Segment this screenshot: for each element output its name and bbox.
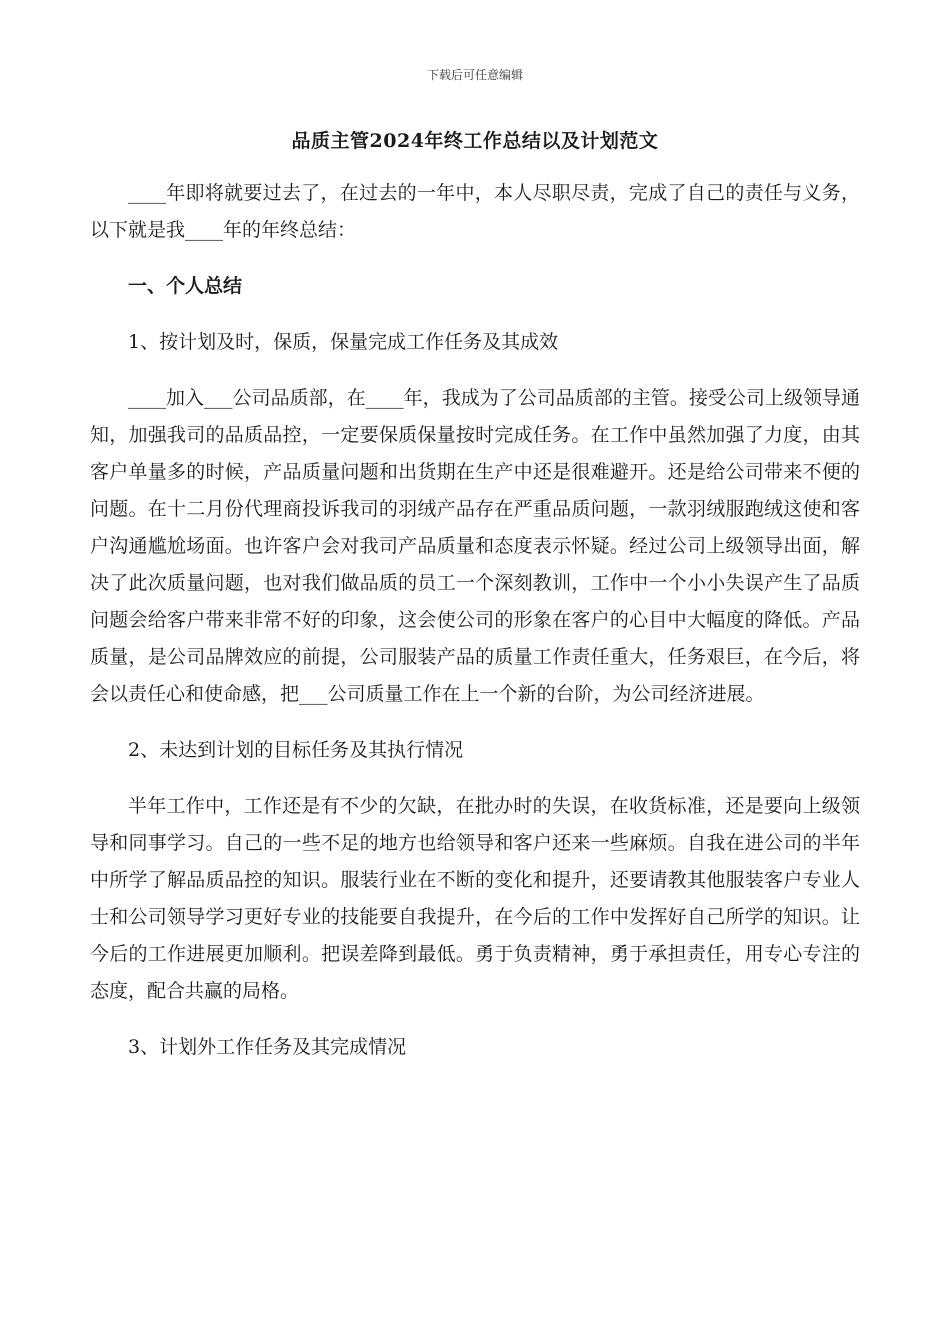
item2-heading: 2、未达到计划的目标任务及其执行情况 [128,739,464,761]
document-body [90,175,860,1066]
item3-heading: 3、计划外工作任务及其完成情况 [128,1036,407,1058]
section-heading-personal-summary: 一、个人总结 [128,275,243,297]
document-title: 品质主管2024年终工作总结以及计划范文 [291,130,659,152]
item1-heading: 1、按计划及时，保质，保量完成工作任务及其成效 [128,331,559,353]
header-note: 下载后可任意编辑 [426,68,523,82]
item1-body: ____加入___公司品质部，在____年，我成为了公司品质部的主管。接受公司上级领导通知，加强我司的品质品控，一定要保质保量按时完成任务。在工作中虽然加强了力度，由其客户单量多的时候，产品质量问题和出货期在生产中还是很难避开。还是给公司带来不便的问题。在十二月份代理商投诉我司的羽绒产品存在严重品质问题，一款羽绒服跑绒这使和客户沟通尴尬场面。也许客户会对我司产品质量和态度表示怀疑。经过公司上级领导出面，解决了此次质量问题，也对我们做品质的员工一个深刻教训，工作中一个小小失误产生了品质问题会给客户带来非常不好的印象，这会使公司的形象在客户的心目中大幅度的降低。产品质量，是公司品牌效应的前提，公司服装产品的质量工作责任重大，任务艰巨，在今后，将会以责任心和使命感，把___公司质量工作在上一个新的台阶，为公司经济进展。 [90,387,860,705]
intro-paragraph: ____年即将就要过去了，在过去的一年中，本人尽职尽责，完成了自己的责任与义务，以下就是我____年的年终总结： [90,182,860,241]
item2-body: 半年工作中，工作还是有不少的欠缺，在批办时的失误，在收货标准，还是要向上级领导和同事学习。自己的一些不足的地方也给领导和客户还来一些麻烦。自我在进公司的半年中所学了解品质品控的知识。服装行业在不断的变化和提升，还要请教其他服装客户专业人士和公司领导学习更好专业的技能要自我提升，在今后的工作中发挥好自己所学的知识。让今后的工作进展更加顺利。把误差降到最低。勇于负责精神，勇于承担责任，用专心专注的态度，配合共赢的局格。 [90,795,860,1002]
